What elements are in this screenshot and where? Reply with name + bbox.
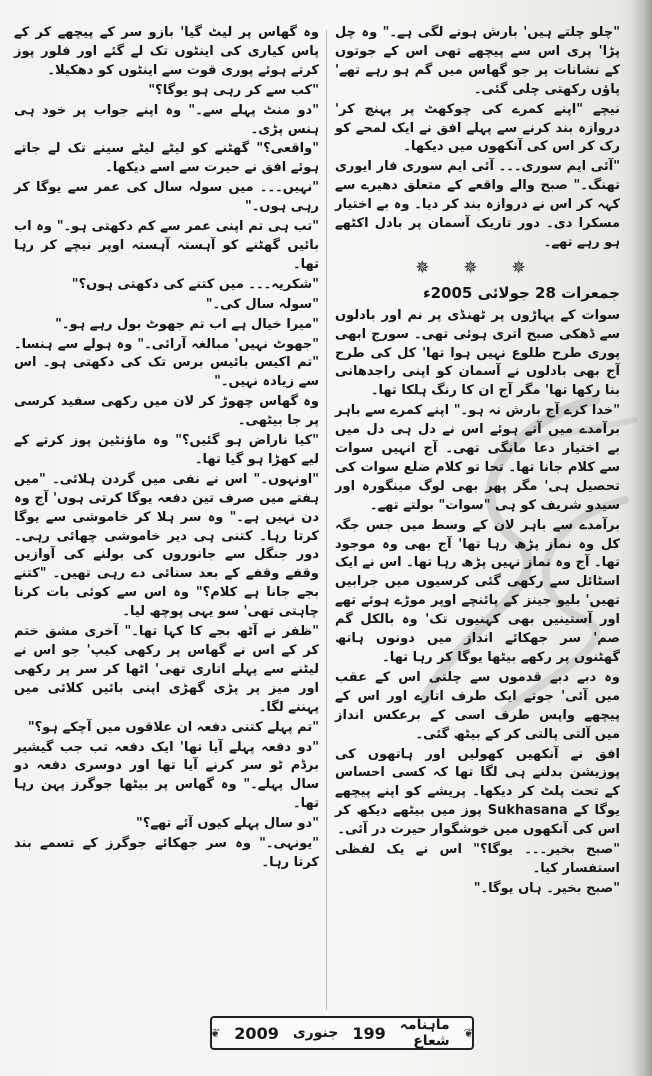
dialogue-line: "میرا خیال ہے اب تم جھوٹ بول رہے ہو۔" — [55, 316, 319, 332]
dialogue-line: "جھوٹ نہیں' مبالغہ آرائی۔" وہ ہولے سے ہنسا۔ "تم اکیس بائیس برس تک کی دکھتی ہو۔ اس سے زیادہ نہیں۔" — [14, 336, 319, 390]
paragraph: برآمدے سے باہر لان کے وسط میں جس جگہ کل وہ نماز پڑھ رہا تھا' آج بھی وہ موجود تھا۔ آج وہ نماز نہیں پڑھ رہا تھا۔ اس نے ایک اسٹائل سے رکھی گئی کرسیوں میں جرابیں تھیں' بلیو جینز کے پائنچے اوپر موڑے ہوئے تھے اور آستینیں بھی کہنیوں تک' وہ بالکل گم صم' سر جھکائے انداز میں دونوں ہاتھ گھٹنوں پر رکھے بیٹھا یوگا کر رہا تھا۔ — [335, 517, 620, 665]
footer-month: جنوری — [292, 1025, 339, 1041]
dialogue-line: "دو منٹ پہلے سے۔" وہ اپنے جواب پر خود ہی ہنس پڑی۔ — [14, 102, 319, 137]
footer-ornament-icon: ❦ — [463, 1026, 474, 1040]
paragraph: سوات کے پہاڑوں پر ٹھنڈی پر نم اور بادلوں سے ڈھکی صبح اتری ہوئی تھی۔ سورج ابھی پوری طرح طلوع نہیں ہوا تھا' کل کی طرح آج بھی بادلوں نے آسمان کو اپنی راجدھانی بنا رکھا تھا' مگر آج ان کا رنگ ہلکا تھا۔ — [335, 307, 620, 399]
column-divider — [326, 30, 327, 1010]
paragraph: وہ گھاس چھوڑ کر لان میں رکھی سفید کرسی پر جا بیٹھی۔ — [14, 394, 319, 429]
paragraph: "آئی ایم سوری۔۔۔ آئی ایم سوری فار ایوری تھنگ۔" صبح والے واقعے کے متعلق دھیرے سے کہہ کر اس نے دروازہ بند کر دیا۔ وہ بے اختیار مسکرا دی۔ دور تاریک آسمان پر بادل اکٹھے ہو رہے تھے۔ — [335, 159, 620, 250]
section-break-stars: ✵ ✵ ✵ — [415, 257, 540, 278]
dialogue-line: "واقعی؟" گھٹنے کو لیٹے لیٹے سینے تک لے جاتے ہوئے افق نے حیرت سے اسے دیکھا۔ — [14, 141, 319, 176]
dialogue-line: "تم پہلے کتنی دفعہ ان علاقوں میں آچکے ہو؟" — [27, 719, 319, 735]
dialogue-line: "شکریہ۔۔۔ میں کتنے کی دکھتی ہوں؟" — [71, 276, 319, 292]
dialogue-line: "کب سے کر رہی ہو یوگا؟" — [148, 82, 319, 98]
footer-year: 2009 — [234, 1023, 279, 1043]
dialogue-line: "کیا ناراض ہو گئیں؟" وہ ماؤنٹین پوز کرتے کے لیے کھڑا ہو گیا تھا۔ — [14, 433, 319, 467]
dialogue-line: "تب ہی تم اپنی عمر سے کم دکھتی ہو۔" وہ اب بائیں گھٹنے کو آہستہ آہستہ اوپر نیچے کر رہا تھا۔ — [14, 219, 319, 272]
dialogue-line: "صبح بخیر۔ ہاں یوگا۔" — [473, 880, 620, 896]
paragraph: "دو دفعہ پہلے آیا تھا' ایک دفعہ تب جب گیشیر برڈم ٹو سر کرنے آیا تھا اور دوسری دفعہ دو سال پہلے۔" وہ گھاس پر بیٹھا جوگرز پہن رہا تھا۔ — [14, 739, 319, 812]
paragraph: وہ گھاس پر لیٹ گیا' بازو سر کے پیچھے کر کے پاس کیاری کی اینٹوں تک لے گئے اور فلور پوز کرتے ہوئے پوری قوت سے اینٹوں کو دھکیلا۔ — [14, 25, 319, 78]
paragraph: "اونہوں۔" اس نے نفی میں گردن ہلائی۔ "میں ہفتے میں صرف تین دفعہ یوگا کرتی ہوں' آج وہ دن نہیں ہے۔" وہ سر ہلا کر خاموشی سے یوگا کرتا رہا۔ کتنی ہی دیر خاموشی چھائی رہی۔ دور جنگل سے جانوروں کی بولنے کی آوازیں وقفے وقفے کے بعد سنائی دے رہی تھیں۔ "کتنے بجے جانا ہے کلام؟" وہ اس سے کوئی بات کرنا چاہتی تھی' سو یہی پوچھ لیا۔ — [14, 471, 319, 620]
page-footer — [210, 1016, 474, 1050]
left-column — [14, 24, 319, 874]
paragraph: "خدا کرے آج بارش نہ ہو۔" اپنے کمرے سے باہر برآمدے میں آتے ہوئے اس نے دل ہی دل میں بے اختیار دعا مانگی تھی۔ آج انہیں سوات سے کلام جانا تھا۔ تحا تو کلام ضلع سوات کی تحصیل ہی' مگر پھر بھی لوگ مینگورہ اور سیدو شریف کو ہی "سوات" بولتے تھے۔ — [335, 403, 620, 513]
dialogue-line: "نہیں۔۔۔ میں سولہ سال کی عمر سے یوگا کر رہی ہوں۔" — [14, 180, 319, 215]
page-binding-shadow — [632, 0, 652, 1076]
paragraph: "چلو چلتے ہیں' بارش ہونے لگی ہے۔" وہ چل پڑا' پری اس سے پیچھے تھی اس کے جوتوں کے نشانات پر جو گھاس میں گم ہو رہے تھے' پاؤں رکھتی چلی گئی۔ — [335, 25, 620, 97]
paragraph: نیچے "اپنے کمرے کی چوکھٹ پر پہنچ کر' دروازہ بند کرنے سے پہلے افق نے ایک لمحے کو رک کر اس کی آنکھوں میں دیکھا۔ — [335, 101, 620, 155]
dialogue-line: "صبح بخیر۔۔۔ یوگا؟" اس نے یک لفظی استفسار کیا۔ — [335, 842, 620, 876]
dialogue-line: "یونہی۔" وہ سر جھکائے جوگرز کے تسمے بند کرتا رہا۔ — [14, 836, 319, 870]
right-column — [335, 24, 620, 900]
paragraph: افق نے آنکھیں کھولیں اور ہاتھوں کی پوزیشن بدلنے ہی لگا تھا کہ کسی احساس کے تحت پلٹ کر دیکھا۔ پریشے کو اپنے پیچھے یوگا کے Sukhasana پوز میں بیٹھے دیکھ کر اس کی آنکھوں میں خوشگوار حیرت در آئی۔ — [335, 746, 621, 838]
date-heading: جمعرات 28 جولائی 2005ء — [422, 283, 620, 302]
footer-magazine-name: ماہنامہ شعاع — [399, 1017, 450, 1049]
page-number: 199 — [352, 1023, 386, 1043]
footer-ornament-icon: ❦ — [210, 1026, 221, 1040]
paragraph: "ظفر نے آٹھ بجے کا کہا تھا۔" آخری مشق ختم کر کے اس نے گھاس پر رکھی کیپ' جو اس نے لیٹنے سے پہلے اتاری تھی' اٹھا کر سر پر رکھی اور میز پر پڑی گھڑی اپنی بائیں کلائی میں پہننے لگا۔ — [14, 624, 319, 715]
dialogue-line: "سولہ سال کی۔" — [205, 296, 319, 312]
paragraph: وہ دبے دبے قدموں سے چلتی اس کے عقب میں آئی' جوتے ایک طرف اتارے اور اس کے پیچھے واپس طرف اسی کے برعکس انداز میں آلتی پالتی کر کے بیٹھ گئی۔ — [335, 669, 620, 742]
dialogue-line: "دو سال پہلے کیوں آئے تھے؟" — [136, 816, 319, 832]
